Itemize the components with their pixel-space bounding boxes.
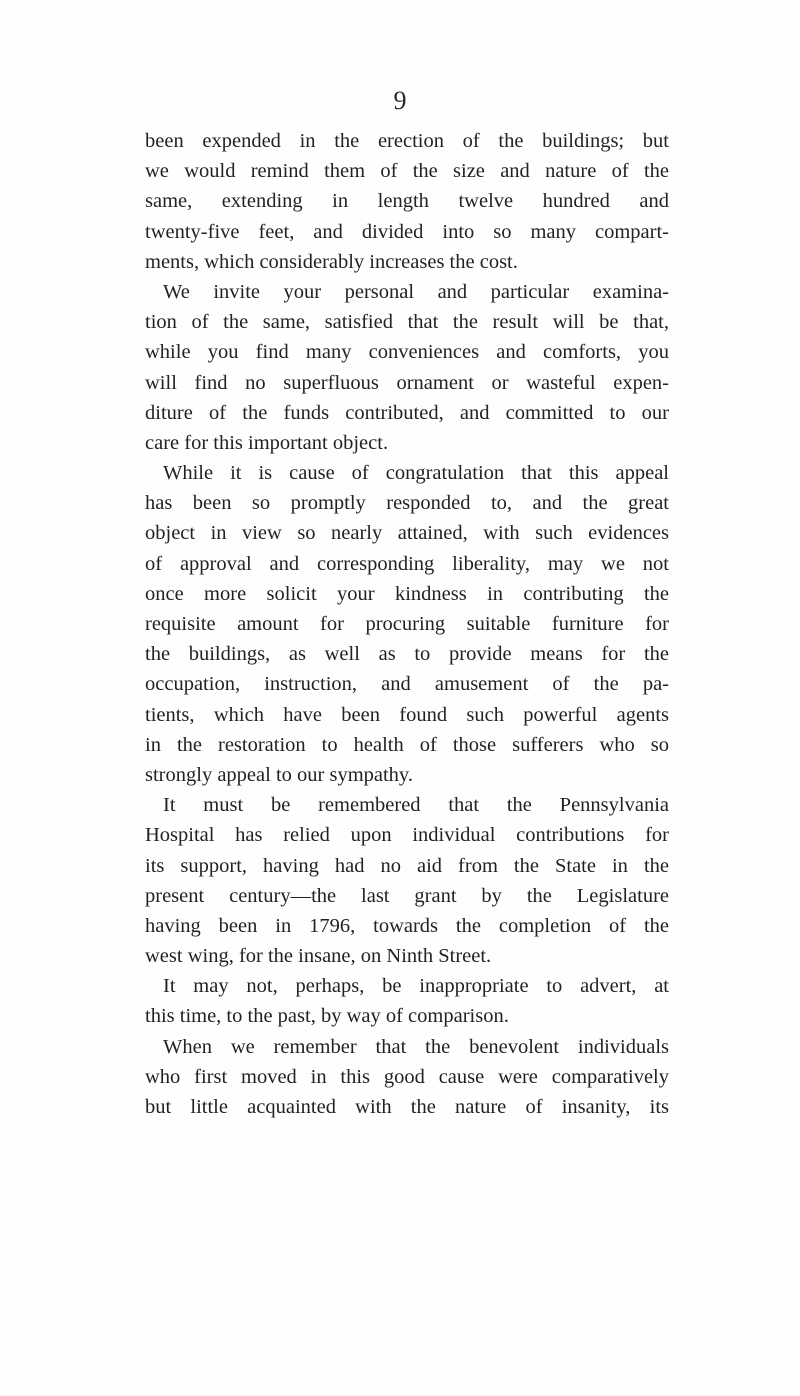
text-line: west wing, for the insane, on Ninth Street.: [145, 945, 492, 968]
text-line: once more solicit your kindness in contributing the: [145, 582, 669, 605]
text-line: tion of the same, satisfied that the result will be that,: [145, 311, 669, 334]
text-line: been expended in the erection of the buildings; but: [145, 130, 669, 152]
text-line: its support, having had no aid from the State in the: [145, 854, 669, 877]
text-line: but little acquainted with the nature of insanity, its: [145, 1096, 669, 1118]
text-line: twenty-five feet, and divided into so many compart-: [145, 220, 669, 243]
text-line: occupation, instruction, and amusement of the pa-: [145, 673, 669, 696]
text-line: When we remember that the benevolent individuals: [163, 1035, 669, 1058]
body-text: [145, 126, 669, 1122]
text-line: in the restoration to health of those sufferers who so: [145, 733, 669, 756]
text-line: will find no superfluous ornament or wasteful expen-: [145, 371, 669, 394]
text-line: tients, which have been found such powerful agents: [145, 703, 669, 726]
text-line: the buildings, as well as to provide means for the: [145, 643, 669, 666]
text-line: having been in 1796, towards the completion of the: [145, 914, 669, 937]
text-line: has been so promptly responded to, and the great: [145, 492, 669, 515]
text-line: diture of the funds contributed, and committed to our: [145, 401, 669, 424]
text-line: We invite your personal and particular examina-: [163, 280, 669, 303]
text-line: It must be remembered that the Pennsylvania: [163, 794, 669, 817]
page-number: 9: [393, 86, 407, 115]
text-line: Hospital has relied upon individual contributions for: [145, 824, 669, 847]
text-line: ments, which considerably increases the cost.: [145, 250, 518, 273]
text-line: While it is cause of congratulation that this appeal: [163, 462, 669, 485]
text-line: while you find many conveniences and comforts, you: [145, 341, 669, 364]
text-line: of approval and corresponding liberality, may we not: [145, 552, 669, 575]
text-line: requisite amount for procuring suitable furniture for: [145, 613, 669, 635]
text-line: who first moved in this good cause were comparatively: [145, 1065, 669, 1088]
text-line: same, extending in length twelve hundred and: [145, 190, 669, 213]
text-line: object in view so nearly attained, with such evidences: [145, 522, 669, 545]
text-line: It may not, perhaps, be inappropriate to advert, at: [163, 975, 669, 998]
text-line: care for this important object.: [145, 431, 389, 454]
text-line: we would remind them of the size and nature of the: [145, 160, 669, 183]
text-line: this time, to the past, by way of comparison.: [145, 1005, 509, 1028]
text-line: present century—the last grant by the Legislature: [145, 884, 669, 907]
text-line: strongly appeal to our sympathy.: [145, 763, 413, 786]
